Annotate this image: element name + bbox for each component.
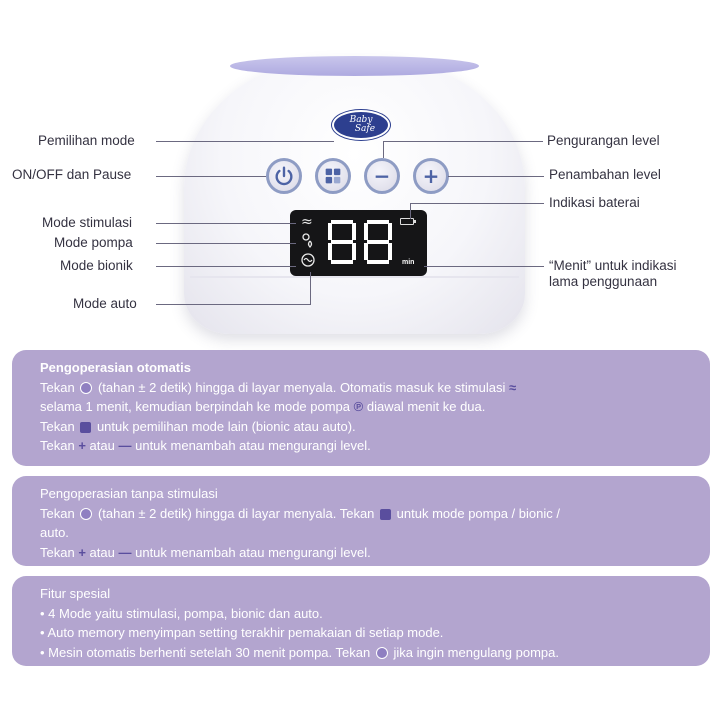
leader-line [156,176,266,177]
logo-text-baby: Baby [349,115,373,125]
panel-auto-operation [12,350,710,466]
callout-minute-1: “Menit” untuk indikasi [549,258,677,273]
leader-line [383,141,543,142]
plus-button[interactable] [413,158,449,194]
panel-title: Fitur spesial [40,586,111,601]
plus-icon: + [78,544,86,560]
panel-line [40,378,682,398]
callout-level-up: Penambahan level [549,167,661,182]
breast-pump-device [184,58,525,334]
pump-drop-icon: ℗ [353,399,364,414]
leader-line [156,223,296,224]
panel-line [40,417,682,437]
power-icon [273,165,295,187]
leader-line [410,203,411,219]
panel-manual-operation [12,476,710,566]
callout-onoff: ON/OFF dan Pause [12,167,132,182]
mode-grid-icon [80,422,91,433]
text: atau [89,438,115,453]
display-digits [328,220,396,264]
panel-line [40,397,682,417]
text: (tahan ± 2 detik) hingga di layar menyala. Otomatis masuk ke stimulasi [97,379,506,395]
text: Tekan [40,379,75,395]
text: selama 1 menit, kemudian berpindah ke mode pompa [40,399,351,414]
panel-line [40,436,682,456]
panel-special-features [12,576,710,666]
feature-item: • 4 Mode yaitu stimulasi, pompa, bionic dan auto. [40,605,323,621]
leader-line [156,141,334,142]
leader-line [156,243,296,244]
minus-icon: — [118,544,132,560]
callout-mode-bionic: Mode bionik [60,258,133,273]
text: Tekan [40,505,75,521]
leader-line [424,266,544,267]
text: jika ingin mengulang pompa. [393,644,559,660]
callout-mode-auto: Mode auto [73,296,137,311]
text: Tekan [40,544,75,560]
leader-line [410,203,544,204]
text: untuk menambah atau mengurangi level. [135,544,371,560]
text: atau [89,544,115,560]
plus-icon: + [78,438,86,453]
battery-icon [400,218,414,225]
mode-grid-icon [380,509,391,520]
feature-item [40,643,682,663]
logo-text-safe: Safe [354,124,376,134]
panel-title: Pengoperasian tanpa stimulasi [40,486,218,501]
leader-line [383,141,384,158]
text: untuk menambah atau mengurangi level. [135,438,371,453]
power-icon [80,508,92,520]
device-seam [190,276,519,278]
text: • Mesin otomatis berhenti setelah 30 menit pompa. Tekan [40,644,371,660]
panel-line: auto. [40,525,69,540]
callout-mode-stimulation: Mode stimulasi [42,215,133,230]
callout-level-down: Pengurangan level [547,133,660,148]
power-icon [376,647,388,659]
brand-logo [332,110,390,140]
text: Tekan [40,438,75,453]
text: untuk mode pompa / bionic / [396,505,560,521]
mode-button[interactable] [315,158,351,194]
display-unit: min [402,259,415,266]
power-button[interactable] [266,158,302,194]
callout-mode-select: Pemilihan mode [38,133,135,148]
text: untuk pemilihan mode lain (bionic atau auto). [96,418,356,434]
bionic-icon [301,253,315,267]
stimulation-wave-icon: ≈ [301,214,313,230]
pump-drop-icon [301,232,315,248]
stimulation-wave-icon: ≈ [509,379,517,395]
text: diawal menit ke dua. [366,399,486,414]
plus-icon: + [422,164,440,188]
text: (tahan ± 2 detik) hingga di layar menyala. Tekan [97,505,375,521]
text: Tekan [40,418,75,434]
leader-line [156,266,296,267]
feature-item: • Auto memory menyimpan setting terakhir pemakaian di setiap mode. [40,625,444,640]
minus-icon: — [118,438,132,453]
minus-icon: − [373,164,391,188]
power-icon [80,382,92,394]
callout-minute-2: lama penggunaan [549,274,658,289]
mode-grid-icon [322,165,344,187]
minus-button[interactable] [364,158,400,194]
leader-line [156,304,310,305]
panel-line [40,504,682,524]
panel-title: Pengoperasian otomatis [40,360,191,375]
leader-line [310,272,311,305]
callout-battery: Indikasi baterai [549,195,640,210]
device-body [184,58,525,334]
panel-line [40,543,682,563]
device-top-rim [230,56,479,76]
callout-mode-pump: Mode pompa [54,235,133,250]
leader-line [448,176,544,177]
led-display [290,210,427,276]
